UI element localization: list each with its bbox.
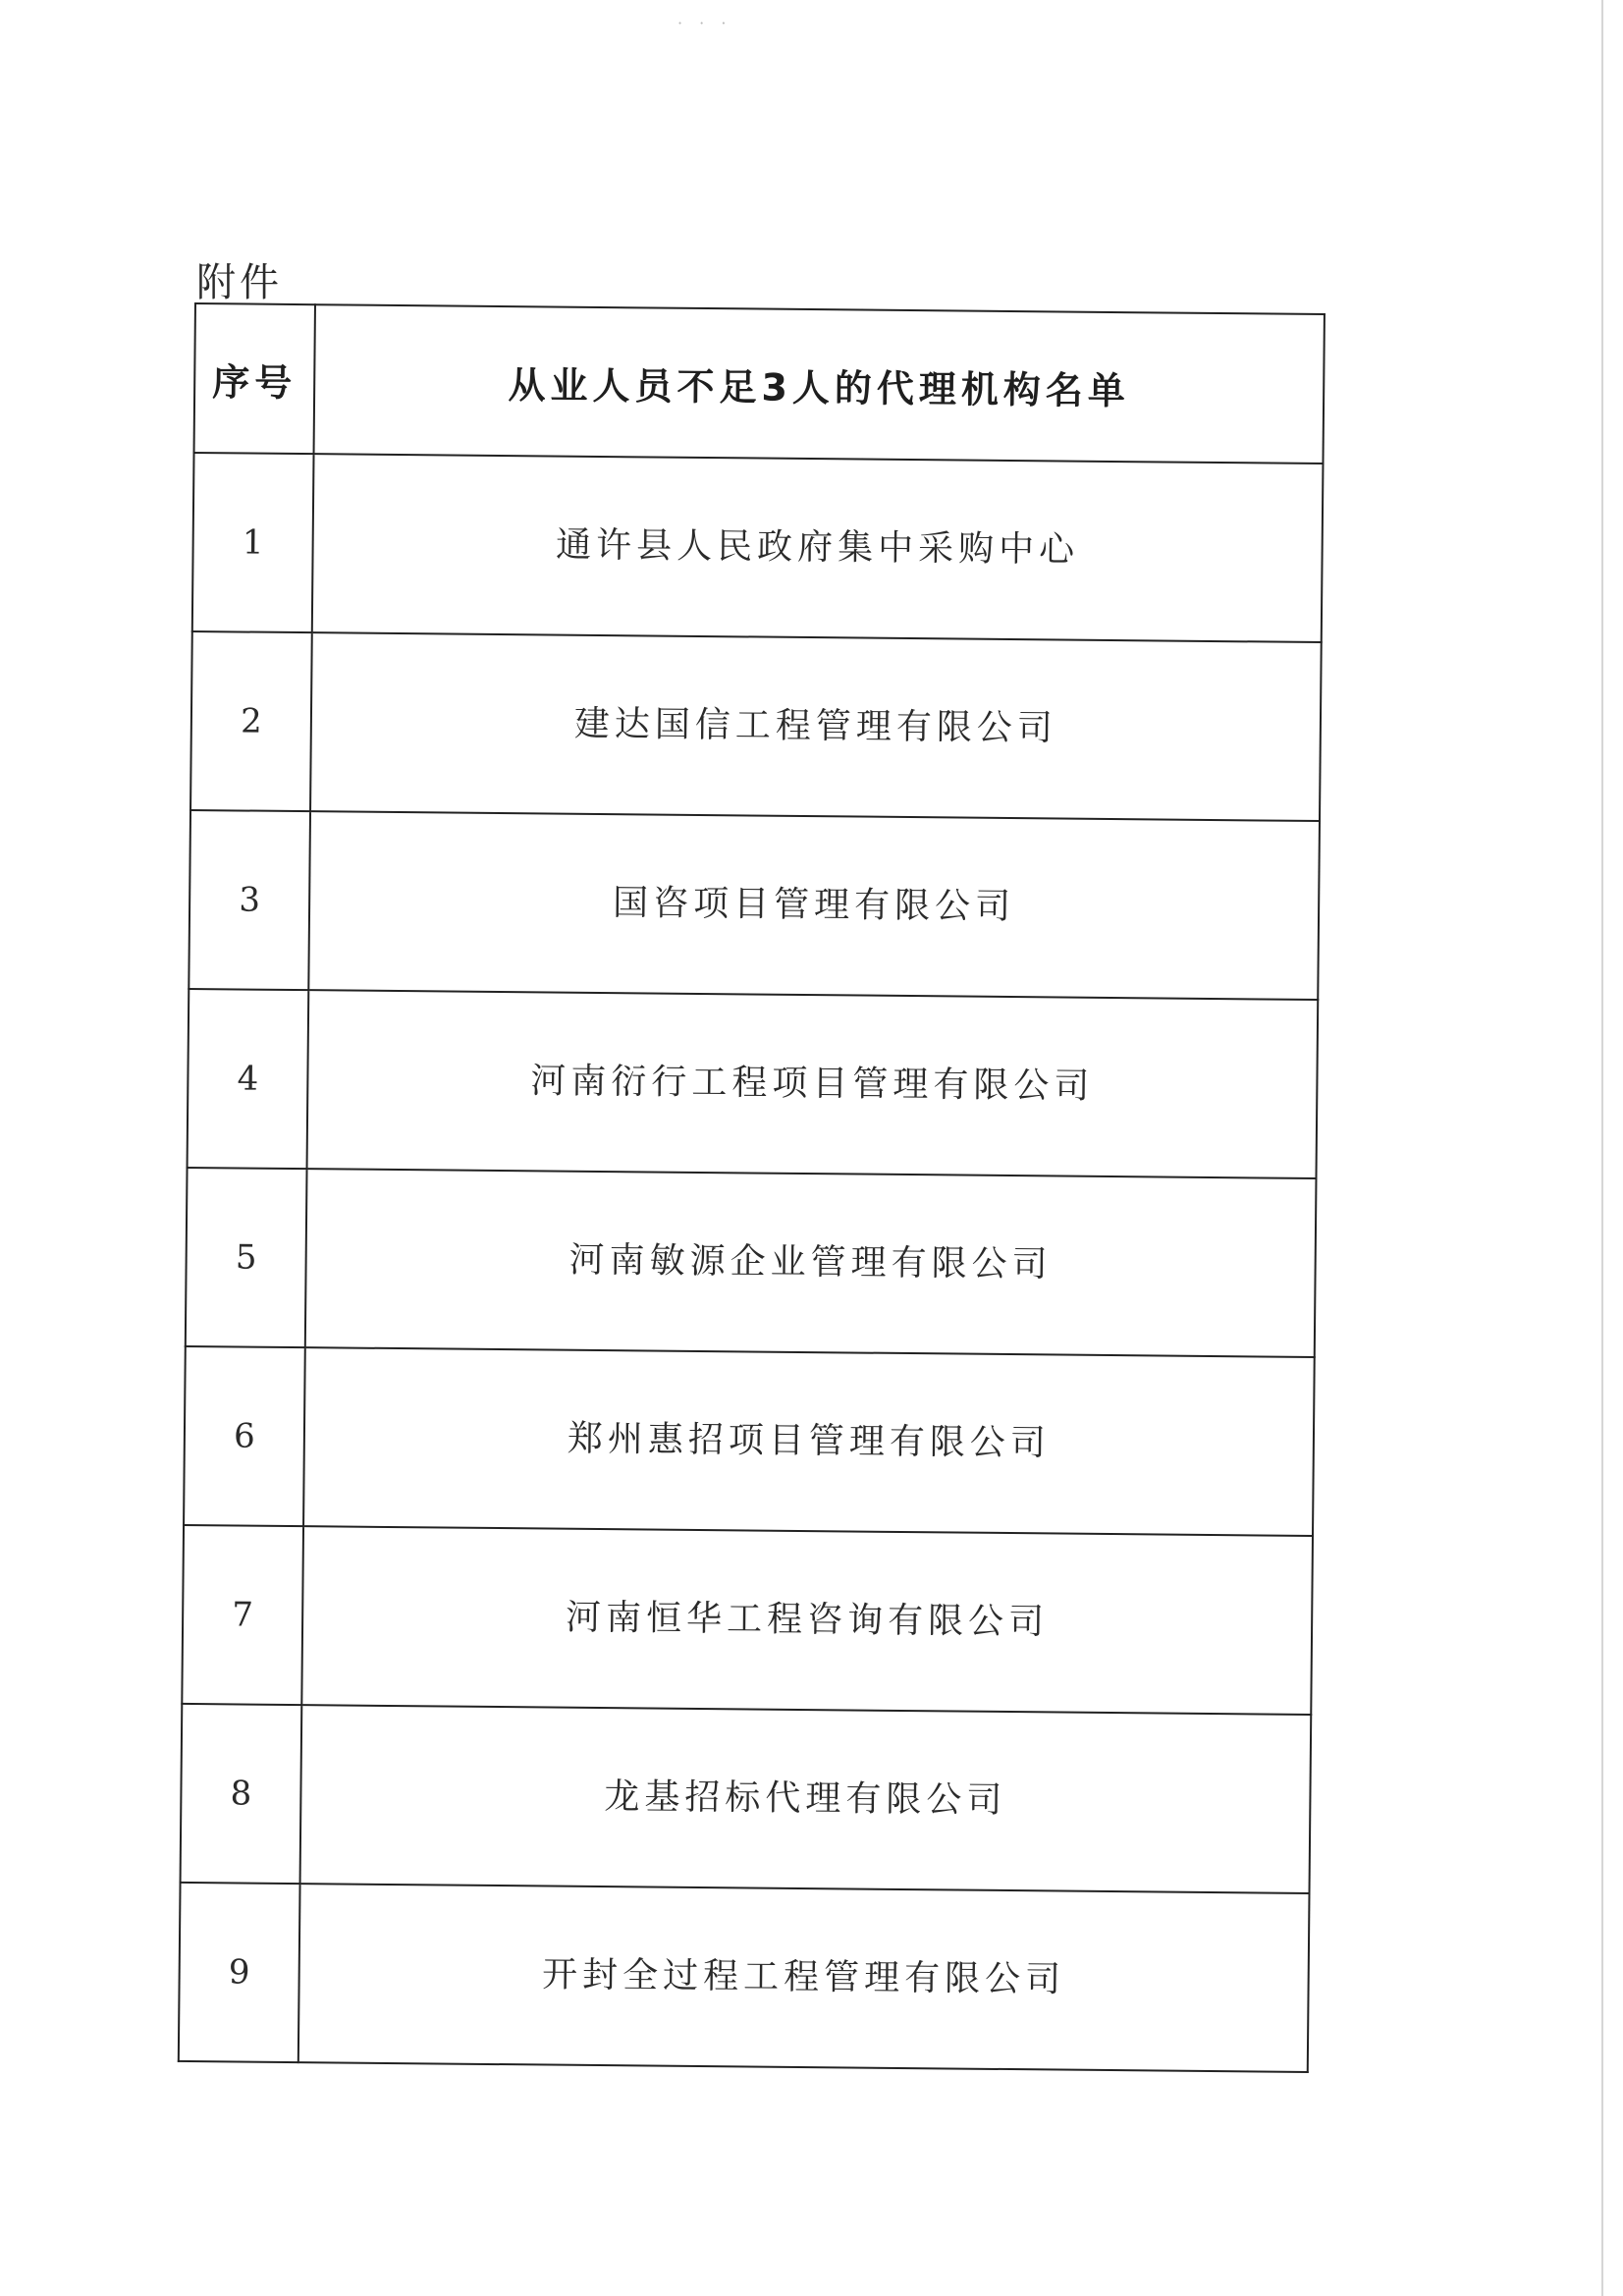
scan-artifact-mark: · · · xyxy=(677,14,732,32)
row-agency-name: 河南敏源企业管理有限公司 xyxy=(305,1169,1317,1357)
row-index: 4 xyxy=(188,989,309,1169)
row-index: 1 xyxy=(192,453,314,632)
table-header-row xyxy=(194,303,1325,464)
table-row xyxy=(189,810,1320,1000)
table-row xyxy=(181,1704,1312,1893)
row-agency-name: 河南衍行工程项目管理有限公司 xyxy=(307,990,1319,1178)
table-row xyxy=(179,1883,1310,2072)
row-index: 7 xyxy=(182,1525,303,1705)
table-row xyxy=(192,453,1324,642)
row-agency-name: 郑州惠招项目管理有限公司 xyxy=(303,1347,1315,1536)
row-agency-name: 通许县人民政府集中采购中心 xyxy=(312,454,1324,642)
row-agency-name: 建达国信工程管理有限公司 xyxy=(310,632,1322,821)
row-agency-name: 河南恒华工程咨询有限公司 xyxy=(301,1526,1313,1715)
row-index: 5 xyxy=(186,1168,307,1347)
row-agency-name: 国咨项目管理有限公司 xyxy=(308,811,1320,1000)
agency-list-table-container xyxy=(178,302,1324,2073)
row-index: 2 xyxy=(190,631,312,811)
agency-list-table xyxy=(178,302,1325,2073)
table-row xyxy=(186,1168,1317,1357)
table-row xyxy=(182,1525,1313,1715)
table-row xyxy=(184,1346,1315,1536)
row-agency-name: 龙基招标代理有限公司 xyxy=(300,1705,1312,1893)
row-index: 9 xyxy=(179,1883,300,2062)
scan-page-edge xyxy=(1601,0,1603,2296)
header-index: 序号 xyxy=(194,303,315,454)
row-index: 8 xyxy=(181,1704,302,1884)
row-index: 3 xyxy=(189,810,310,990)
table-row xyxy=(190,631,1322,821)
table-row xyxy=(188,989,1319,1178)
header-agency-name: 从业人员不足3人的代理机构名单 xyxy=(314,304,1325,464)
row-agency-name: 开封全过程工程管理有限公司 xyxy=(298,1884,1310,2072)
attachment-label: 附件 xyxy=(196,260,283,305)
row-index: 6 xyxy=(184,1346,305,1526)
